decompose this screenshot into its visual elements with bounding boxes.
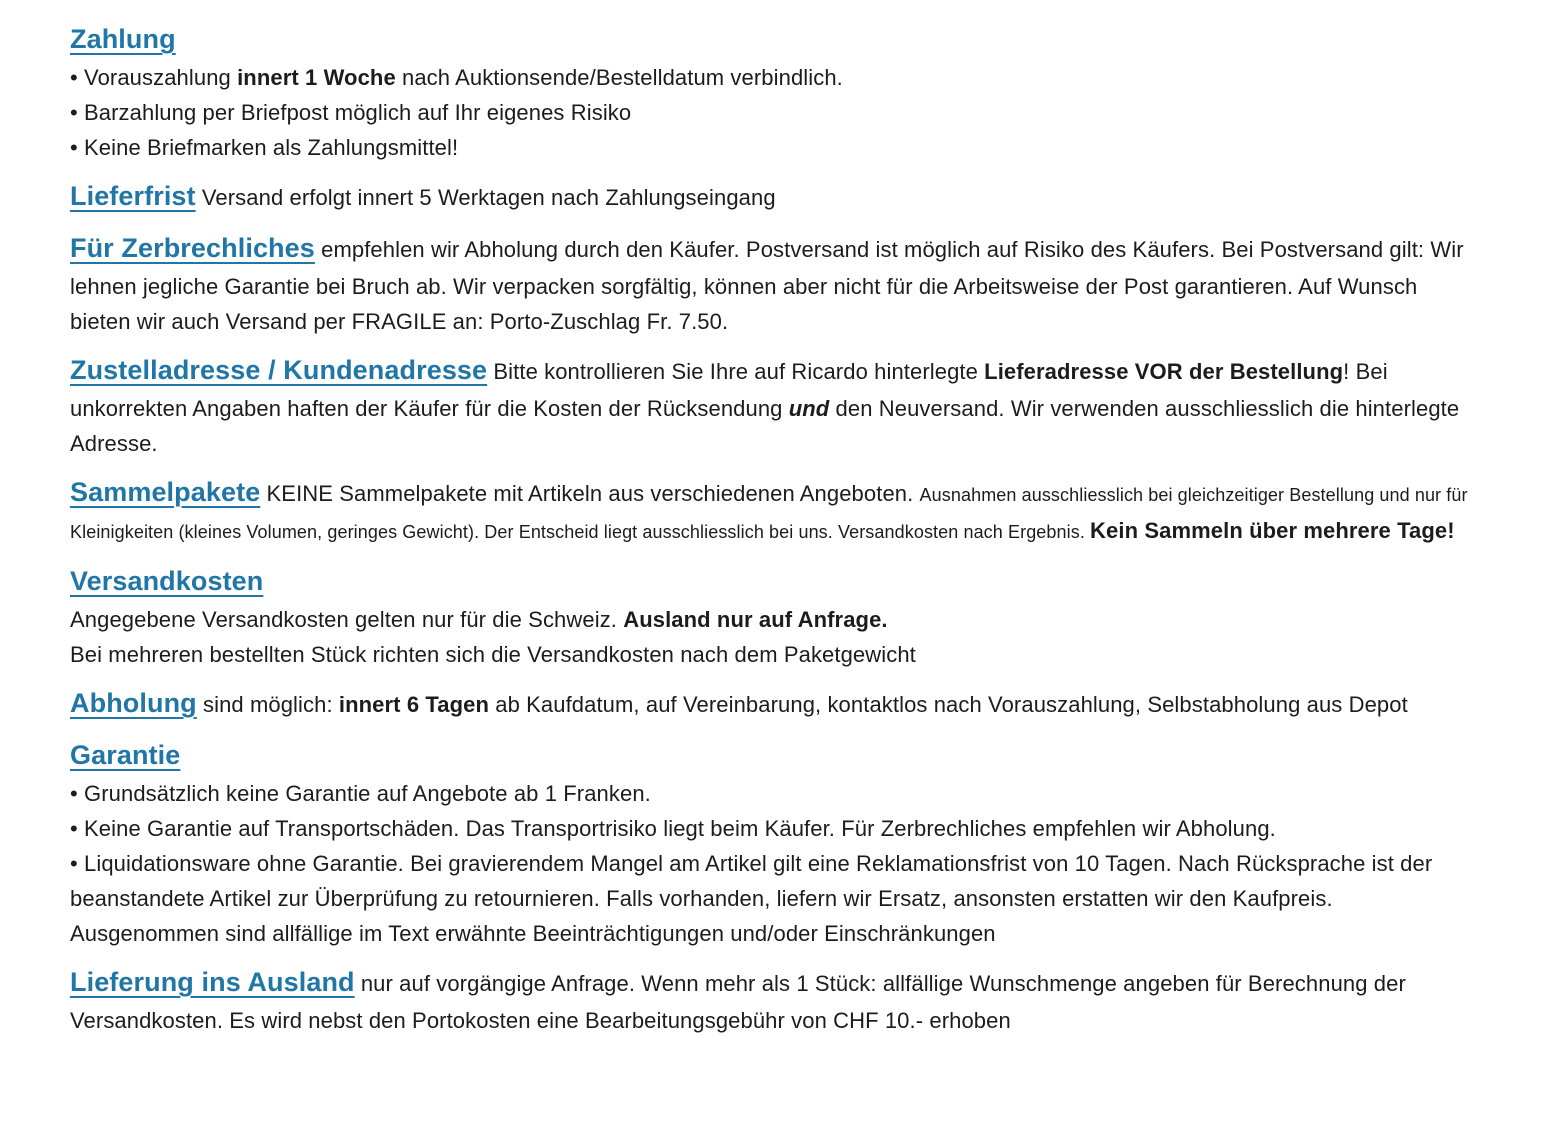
paragraph (70, 734, 1484, 776)
paragraph (70, 471, 1484, 550)
run-heading: Lieferfrist (70, 181, 196, 211)
text-run-bold: Kein Sammeln über mehrere Tage! (1090, 518, 1455, 543)
paragraph (70, 18, 1484, 60)
run-heading: Sammelpakete (70, 477, 261, 507)
text-run: Bei mehreren bestellten Stück richten sich die Versandkosten nach dem Paketgewicht (70, 642, 916, 667)
section-fuer-zerbrechliches (70, 227, 1484, 339)
paragraph (70, 602, 1484, 637)
text-run: nur auf vorgängige Anfrage. Wenn mehr als 1 Stück: allfällige Wunschmenge angeben für Berechnung der Versandkosten. Es wird nebst den Portokosten eine Bearbeitungsgebühr von CHF 10.- erhoben (70, 971, 1406, 1033)
paragraph (70, 846, 1484, 951)
text-run: sind möglich: (196, 692, 339, 717)
paragraph (70, 349, 1484, 461)
text-run: empfehlen wir Abholung durch den Käufer. Postversand ist möglich auf Risiko des Käufers. Bei Postversand gilt: Wir lehnen jegliche Garantie bei Bruch ab. Wir verpacken sorgfältig, können aber nicht für die Arbeitsweise der Post garantieren. Auf Wunsch bieten wir auch Versand per FRAGILE an: Porto-Zuschlag Fr. 7.50. (70, 237, 1464, 334)
section-sammelpakete (70, 471, 1484, 550)
paragraph (70, 961, 1484, 1038)
text-run: • Vorauszahlung (70, 65, 238, 90)
paragraph (70, 560, 1484, 602)
text-run: • Grundsätzlich keine Garantie auf Angebote ab 1 Franken. (70, 781, 651, 806)
text-run: • Liquidationsware ohne Garantie. Bei gravierendem Mangel am Artikel gilt eine Reklamationsfrist von 10 Tagen. Nach Rücksprache ist der beanstandete Artikel zur Überprüfung zu retournieren. Falls vorhanden, liefern wir Ersatz, ansonsten erstatten wir den Kaufpreis. Ausgenommen sind allfällige im Text erwähnte Beeinträchtigungen und/oder Einschränkungen (70, 851, 1433, 946)
paragraph (70, 60, 1484, 95)
text-run: Versand erfolgt innert 5 Werktagen nach Zahlungseingang (195, 185, 776, 210)
paragraph (70, 95, 1484, 130)
text-run: • Keine Briefmarken als Zahlungsmittel! (70, 135, 459, 160)
paragraph (70, 227, 1484, 339)
run-heading: Zustelladresse / Kundenadresse (70, 355, 488, 385)
text-run: KEINE Sammelpakete mit Artikeln aus verschiedenen Angeboten. (260, 481, 920, 506)
section-zahlung (70, 18, 1484, 165)
section-abholung (70, 682, 1484, 724)
section-versandkosten (70, 560, 1484, 672)
text-run-bold: Ausland nur auf Anfrage. (623, 607, 888, 632)
section-zustelladresse (70, 349, 1484, 461)
text-run: • Keine Garantie auf Transportschäden. Das Transportrisiko liegt beim Käufer. Für Zerbrechliches empfehlen wir Abholung. (70, 816, 1276, 841)
text-run: • Barzahlung per Briefpost möglich auf Ihr eigenes Risiko (70, 100, 632, 125)
text-run: ! Bei unkorrekten Angaben haften der Käufer für die Kosten der Rücksendung (70, 359, 1388, 421)
paragraph (70, 175, 1484, 217)
section-lieferfrist (70, 175, 1484, 217)
paragraph (70, 682, 1484, 724)
text-run: ab Kaufdatum, auf Vereinbarung, kontaktlos nach Vorauszahlung, Selbstabholung aus Depot (489, 692, 1408, 717)
section-lieferung-ins-ausland (70, 961, 1484, 1038)
paragraph (70, 776, 1484, 811)
run-heading: Für Zerbrechliches (70, 233, 315, 263)
paragraph (70, 637, 1484, 672)
run-heading: Abholung (70, 688, 197, 718)
run-heading: Versandkosten (70, 566, 264, 596)
paragraph (70, 130, 1484, 165)
text-run-bold-italic: und (788, 396, 830, 421)
text-run-bold: Lieferadresse VOR der Bestellung (984, 359, 1344, 384)
section-garantie (70, 734, 1484, 951)
run-heading: Garantie (70, 740, 181, 770)
text-run-small: Ausnahmen ausschliesslich bei gleichzeitiger Bestellung und nur für Kleinigkeiten (kleines Volumen, geringes Gewicht). Der Entscheid liegt ausschliesslich bei uns. Versandkosten nach Ergebnis. (70, 485, 1468, 542)
paragraph (70, 811, 1484, 846)
run-heading: Lieferung ins Ausland (70, 967, 355, 997)
text-run-bold: innert 6 Tagen (338, 692, 490, 717)
text-run: nach Auktionsende/Bestelldatum verbindlich. (395, 65, 843, 90)
text-run-bold: innert 1 Woche (237, 65, 396, 90)
text-run: Angegebene Versandkosten gelten nur für die Schweiz. (70, 607, 624, 632)
document-body (70, 18, 1484, 1038)
run-heading: Zahlung (70, 24, 176, 54)
text-run: Bitte kontrollieren Sie Ihre auf Ricardo hinterlegte (487, 359, 985, 384)
text-run: den Neuversand. Wir verwenden ausschliesslich die hinterlegte Adresse. (70, 396, 1460, 456)
